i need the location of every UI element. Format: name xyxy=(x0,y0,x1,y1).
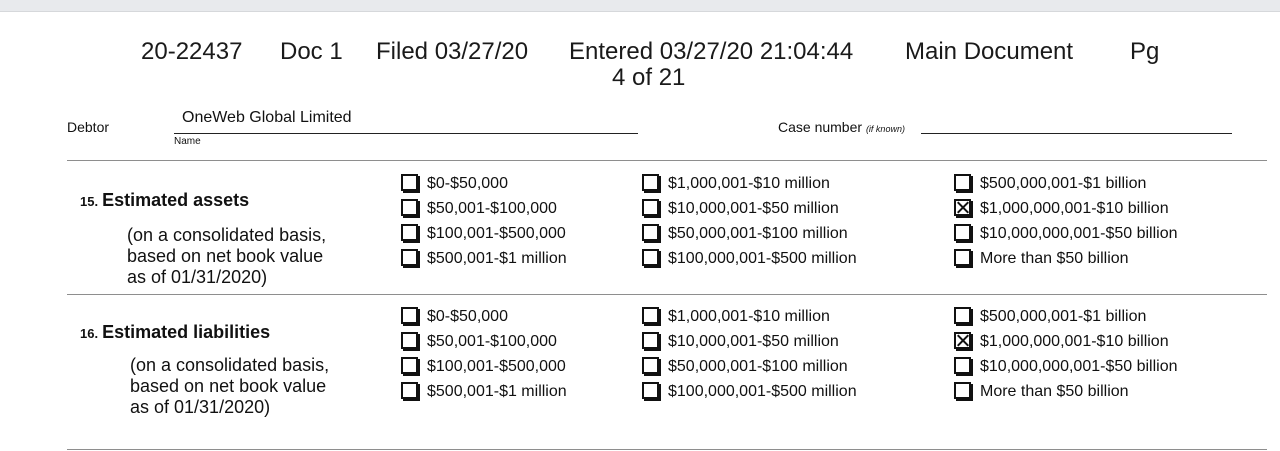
header-doc: Doc 1 xyxy=(280,38,343,65)
option-label: $500,000,001-$1 billion xyxy=(980,308,1147,325)
option-label: $50,000,001-$100 million xyxy=(668,225,848,242)
option-label: $500,001-$1 million xyxy=(427,383,567,400)
option[interactable] xyxy=(954,354,1178,379)
checkbox[interactable] xyxy=(954,174,971,191)
option-label: $100,000,001-$500 million xyxy=(668,250,857,267)
option-label: $500,001-$1 million xyxy=(427,250,567,267)
option[interactable] xyxy=(954,196,1178,221)
case-number-line xyxy=(921,133,1232,134)
option-label: $1,000,001-$10 million xyxy=(668,308,830,325)
case-number-text: Case number xyxy=(778,119,863,135)
document-page xyxy=(0,12,1280,451)
divider xyxy=(67,160,1267,161)
name-caption: Name xyxy=(174,136,201,147)
option-label: $10,000,000,001-$50 billion xyxy=(980,225,1178,242)
option-label: $50,001-$100,000 xyxy=(427,333,557,350)
option[interactable] xyxy=(401,221,567,246)
option-label: $0-$50,000 xyxy=(427,308,508,325)
option-label: More than $50 billion xyxy=(980,383,1129,400)
option[interactable] xyxy=(954,171,1178,196)
option[interactable] xyxy=(642,246,857,271)
checkbox[interactable] xyxy=(401,332,418,349)
header-case-number: 20-22437 xyxy=(141,38,243,65)
checkbox[interactable] xyxy=(954,224,971,241)
section-16-number: 16. xyxy=(80,326,99,341)
section-16-options-col-1 xyxy=(401,304,567,404)
checkbox[interactable] xyxy=(642,357,659,374)
option[interactable] xyxy=(401,246,567,271)
checkbox[interactable] xyxy=(642,382,659,399)
option-label: More than $50 billion xyxy=(980,250,1129,267)
checkbox[interactable] xyxy=(642,332,659,349)
option[interactable] xyxy=(954,379,1178,404)
option-label: $0-$50,000 xyxy=(427,175,508,192)
checkbox[interactable] xyxy=(954,332,971,349)
note-line: as of 01/31/2020) xyxy=(127,267,268,287)
header-main-document: Main Document xyxy=(905,38,1074,65)
option[interactable] xyxy=(642,329,857,354)
note-line: based on net book value xyxy=(127,246,324,266)
checkbox[interactable] xyxy=(954,382,971,399)
section-15-title xyxy=(80,190,249,211)
checkbox[interactable] xyxy=(401,249,418,266)
option-label: $100,000,001-$500 million xyxy=(668,383,857,400)
option[interactable] xyxy=(642,221,857,246)
option-label: $50,001-$100,000 xyxy=(427,200,557,217)
option[interactable] xyxy=(642,354,857,379)
option[interactable] xyxy=(954,221,1178,246)
checkbox[interactable] xyxy=(401,382,418,399)
debtor-name-line xyxy=(174,133,638,134)
debtor-label: Debtor xyxy=(67,119,110,135)
checkbox[interactable] xyxy=(954,307,971,324)
option-label: $100,001-$500,000 xyxy=(427,358,566,375)
viewer-toolbar-strip xyxy=(0,0,1280,12)
option[interactable] xyxy=(401,329,567,354)
option[interactable] xyxy=(954,329,1178,354)
option-label: $1,000,001-$10 million xyxy=(668,175,830,192)
option-label: $1,000,000,001-$10 billion xyxy=(980,333,1169,350)
option[interactable] xyxy=(642,196,857,221)
divider xyxy=(67,294,1267,295)
option[interactable] xyxy=(401,196,567,221)
case-number-label xyxy=(778,119,905,135)
note-line: based on net book value xyxy=(130,376,327,396)
section-16-title-text: Estimated liabilities xyxy=(102,322,271,342)
option[interactable] xyxy=(401,379,567,404)
option[interactable] xyxy=(642,171,857,196)
option[interactable] xyxy=(954,246,1178,271)
note-line: (on a consolidated basis, xyxy=(130,355,330,375)
section-16-options-col-3 xyxy=(954,304,1178,404)
debtor-name: OneWeb Global Limited xyxy=(182,109,352,126)
option[interactable] xyxy=(642,379,857,404)
option-label: $500,000,001-$1 billion xyxy=(980,175,1147,192)
option-label: $10,000,001-$50 million xyxy=(668,333,839,350)
divider xyxy=(67,449,1267,450)
checkbox[interactable] xyxy=(642,249,659,266)
option[interactable] xyxy=(954,304,1178,329)
option-label: $100,001-$500,000 xyxy=(427,225,566,242)
checkbox[interactable] xyxy=(954,199,971,216)
header-page-count: 4 of 21 xyxy=(612,64,686,91)
section-15-options-col-3 xyxy=(954,171,1178,271)
section-16-options-col-2 xyxy=(642,304,857,404)
section-15-options-col-2 xyxy=(642,171,857,271)
section-16-title xyxy=(80,322,270,343)
checkbox[interactable] xyxy=(954,357,971,374)
checkbox[interactable] xyxy=(642,224,659,241)
checkbox[interactable] xyxy=(642,307,659,324)
section-16-note xyxy=(130,355,370,418)
section-15-number: 15. xyxy=(80,194,99,209)
option[interactable] xyxy=(401,171,567,196)
header-filed: Filed 03/27/20 xyxy=(376,38,529,65)
checkbox[interactable] xyxy=(401,199,418,216)
option[interactable] xyxy=(401,304,567,329)
header-pg: Pg xyxy=(1130,38,1160,65)
option-label: $1,000,000,001-$10 billion xyxy=(980,200,1169,217)
option-label: $50,000,001-$100 million xyxy=(668,358,848,375)
checkbox[interactable] xyxy=(954,249,971,266)
section-15-options-col-1 xyxy=(401,171,567,271)
option-label: $10,000,000,001-$50 billion xyxy=(980,358,1178,375)
option[interactable] xyxy=(401,354,567,379)
header-entered: Entered 03/27/20 21:04:44 xyxy=(569,38,854,65)
checkbox[interactable] xyxy=(401,357,418,374)
option-label: $10,000,001-$50 million xyxy=(668,200,839,217)
note-line: as of 01/31/2020) xyxy=(130,397,271,417)
checkbox[interactable] xyxy=(642,174,659,191)
checkbox[interactable] xyxy=(401,174,418,191)
section-15-note xyxy=(127,225,367,288)
checkbox[interactable] xyxy=(401,307,418,324)
note-line: (on a consolidated basis, xyxy=(127,225,327,245)
checkbox[interactable] xyxy=(642,199,659,216)
section-15-title-text: Estimated assets xyxy=(102,190,250,210)
option[interactable] xyxy=(642,304,857,329)
if-known-text: (if known) xyxy=(865,124,905,134)
checkbox[interactable] xyxy=(401,224,418,241)
